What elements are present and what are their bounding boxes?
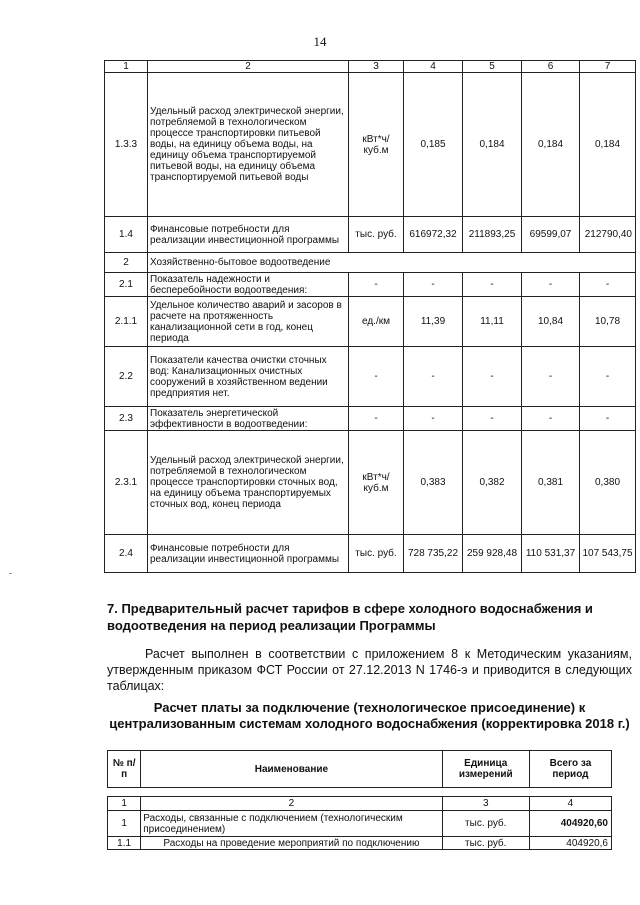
row-value: - <box>463 407 522 431</box>
row-name: Финансовые потребности для реализации инвестиционной программы <box>148 217 349 253</box>
row-total: 404920,6 <box>529 837 611 850</box>
row-number: 1.1 <box>108 837 141 850</box>
section-heading: 7. Предварительный расчет тарифов в сфере холодного водоснабжения и водоотведения на период реализации Программы <box>107 601 593 633</box>
table-header-row <box>108 751 612 788</box>
row-value: 110 531,37 <box>522 535 580 573</box>
table-caption: Расчет платы за подключение (технологическое присоединение) к централизованным системам холодного водоснабжения (корректировка 2018 г.) <box>109 700 630 731</box>
row-unit: тыс. руб. <box>442 811 529 837</box>
table-row <box>108 837 612 850</box>
row-total: 404920,60 <box>529 811 611 837</box>
row-value: - <box>580 407 636 431</box>
column-index: 7 <box>580 61 636 73</box>
table-row <box>105 407 636 431</box>
row-number: 2.3.1 <box>105 431 148 535</box>
header-name: Наименование <box>141 751 442 788</box>
column-index: 4 <box>529 797 611 811</box>
row-unit: - <box>349 347 404 407</box>
row-value: 212790,40 <box>580 217 636 253</box>
row-value: - <box>404 347 463 407</box>
scan-mark <box>9 573 12 574</box>
row-unit: - <box>349 273 404 297</box>
row-value: - <box>463 347 522 407</box>
table-row <box>105 217 636 253</box>
row-name: Показатель энергетической эффективности в водоотведении: <box>148 407 349 431</box>
indicators-table <box>104 60 636 573</box>
section-title: Хозяйственно-бытовое водоотведение <box>148 253 636 273</box>
row-value: - <box>580 273 636 297</box>
connection-fee-table <box>107 796 612 850</box>
table-row <box>105 431 636 535</box>
row-value: 11,11 <box>463 297 522 347</box>
row-value: - <box>404 273 463 297</box>
section-row <box>105 253 636 273</box>
row-value: 0,382 <box>463 431 522 535</box>
row-name: Удельный расход электрической энергии, потребляемой в технологическом процессе транспортировки сточных вод, на единицу объема транспортируемых сточных вод, конец периода <box>148 431 349 535</box>
connection-fee-table-header <box>107 750 612 788</box>
row-number: 2.1 <box>105 273 148 297</box>
header-total: Всего за период <box>529 751 611 788</box>
row-number: 1.4 <box>105 217 148 253</box>
row-value: 69599,07 <box>522 217 580 253</box>
column-index: 1 <box>108 797 141 811</box>
row-value: 11,39 <box>404 297 463 347</box>
table-row <box>105 347 636 407</box>
row-number: 2 <box>105 253 148 273</box>
page-number: 14 <box>313 34 327 49</box>
row-value: - <box>522 407 580 431</box>
row-value: - <box>522 347 580 407</box>
row-unit: тыс. руб. <box>442 837 529 850</box>
table-header-row <box>105 61 636 73</box>
row-number: 2.4 <box>105 535 148 573</box>
row-number: 1 <box>108 811 141 837</box>
table-row <box>105 273 636 297</box>
row-unit: кВт*ч/ куб.м <box>349 431 404 535</box>
row-value: 0,184 <box>463 73 522 217</box>
row-value: - <box>580 347 636 407</box>
row-number: 2.3 <box>105 407 148 431</box>
header-num: № п/п <box>108 751 141 788</box>
row-name: Расходы, связанные с подключением (технологическим присоединением) <box>141 811 442 837</box>
row-value: 107 543,75 <box>580 535 636 573</box>
row-unit: тыс. руб. <box>349 217 404 253</box>
column-index: 3 <box>442 797 529 811</box>
row-value: 616972,32 <box>404 217 463 253</box>
row-value: 211893,25 <box>463 217 522 253</box>
row-name: Расходы на проведение мероприятий по подключению <box>141 837 442 850</box>
column-index: 4 <box>404 61 463 73</box>
row-number: 2.1.1 <box>105 297 148 347</box>
row-value: 0,381 <box>522 431 580 535</box>
row-value: 0,383 <box>404 431 463 535</box>
row-number: 1.3.3 <box>105 73 148 217</box>
header-unit: Единица измерений <box>442 751 529 788</box>
row-unit: ед./км <box>349 297 404 347</box>
row-value: 10,84 <box>522 297 580 347</box>
table-index-row <box>108 797 612 811</box>
column-index: 1 <box>105 61 148 73</box>
row-value: 10,78 <box>580 297 636 347</box>
row-value: 0,185 <box>404 73 463 217</box>
column-index: 6 <box>522 61 580 73</box>
row-value: 0,184 <box>522 73 580 217</box>
table-row <box>105 73 636 217</box>
column-index: 3 <box>349 61 404 73</box>
row-value: 0,184 <box>580 73 636 217</box>
row-value: - <box>404 407 463 431</box>
row-unit: - <box>349 407 404 431</box>
table-row <box>105 297 636 347</box>
column-index: 2 <box>148 61 349 73</box>
table-row <box>105 535 636 573</box>
row-value: 0,380 <box>580 431 636 535</box>
row-name: Показатели качества очистки сточных вод: Канализационных очистных сооружений в хозяйственном ведении предприятия нет. <box>148 347 349 407</box>
row-name: Удельный расход электрической энергии, потребляемой в технологическом процессе транспортировки питьевой воды, на единицу объема воды, на единицу объема транспортируемой питьевой воды, на единицу объема транспортируемой питьевой воды <box>148 73 349 217</box>
column-index: 2 <box>141 797 442 811</box>
column-index: 5 <box>463 61 522 73</box>
row-value: - <box>463 273 522 297</box>
row-name: Показатель надежности и бесперебойности водоотведения: <box>148 273 349 297</box>
row-value: - <box>522 273 580 297</box>
row-name: Финансовые потребности для реализации инвестиционной программы <box>148 535 349 573</box>
row-value: 728 735,22 <box>404 535 463 573</box>
row-number: 2.2 <box>105 347 148 407</box>
body-paragraph <box>107 646 632 694</box>
paragraph-text: Расчет выполнен в соответствии с приложением 8 к Методическим указаниям, утвержденным приказом ФСТ России от 27.12.2013 N 1746-э и приводится в следующих таблицах: <box>107 647 632 693</box>
row-unit: тыс. руб. <box>349 535 404 573</box>
row-name: Удельное количество аварий и засоров в расчете на протяженность канализационной сети в год, конец периода <box>148 297 349 347</box>
row-unit: кВт*ч/ куб.м <box>349 73 404 217</box>
row-value: 259 928,48 <box>463 535 522 573</box>
table-row <box>108 811 612 837</box>
